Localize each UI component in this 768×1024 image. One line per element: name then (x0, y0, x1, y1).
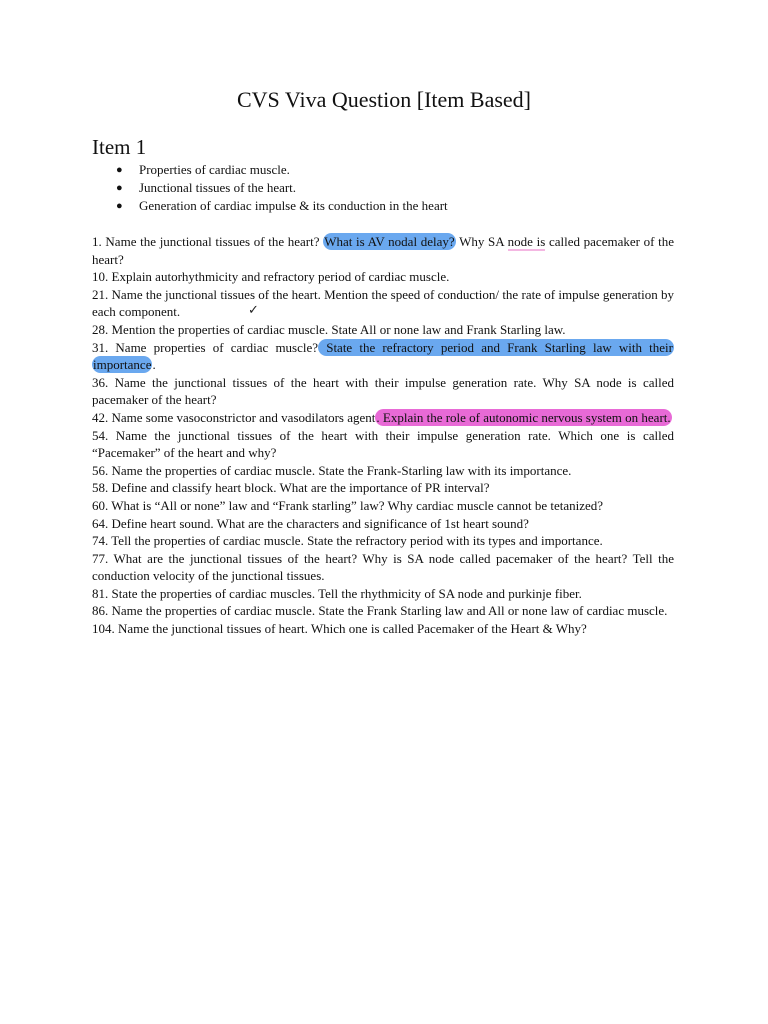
question-86: 86. Name the properties of cardiac muscle. State the Frank Starling law and All or none law of cardiac muscle. (92, 603, 668, 619)
question-36: 36. Name the junctional tissues of the heart with their impulse generation rate. Why SA node is called pacemaker of the heart? (92, 374, 674, 408)
question-64: 64. Define heart sound. What are the characters and significance of 1st heart sound? (92, 515, 529, 531)
list-item (116, 197, 448, 215)
question-list (92, 233, 674, 638)
topic-text: Junctional tissues of the heart. (139, 180, 297, 195)
question-104: 104. Name the junctional tissues of heart. Which one is called Pacemaker of the Heart & Why? (92, 621, 587, 637)
question-text: . (152, 357, 156, 373)
question-60: 60. What is “All or none” law and “Frank starling” law? Why cardiac muscle cannot be tetanized? (92, 497, 604, 513)
question-77: 77. What are the junctional tissues of the heart? Why is SA node called pacemaker of the heart? Tell the conduction velocity of the junctional tissues. (92, 550, 674, 584)
question-58: 58. Define and classify heart block. What are the importance of PR interval? (92, 480, 490, 496)
question-42 (92, 409, 674, 427)
question-81: 81. State the properties of cardiac muscles. Tell the rhythmicity of SA node and purkinje fiber. (92, 585, 582, 601)
question-28: 28. Mention the properties of cardiac muscle. State All or none law and Frank Starling law. (92, 321, 566, 337)
bullet-icon: ● (116, 200, 123, 212)
question-text: 1. Name the junctional tissues of the heart? (92, 234, 324, 249)
check-mark-icon: ✓ (248, 302, 259, 317)
topic-list (116, 161, 448, 215)
question-21: 21. Name the junctional tissues of the heart. Mention the speed of conduction/ the rate of impulse generation by each component. (92, 286, 674, 320)
question-text: Why SA (455, 234, 508, 249)
question-1 (92, 233, 674, 268)
question-56: 56. Name the properties of cardiac muscle. State the Frank-Starling law with its importance. (92, 462, 572, 478)
pink-underline-highlight: node is (507, 234, 546, 249)
question-text: called pacemaker of the heart? (92, 234, 674, 267)
blue-highlight: What is AV nodal delay? (324, 234, 455, 249)
list-item (116, 179, 448, 197)
section-heading: Item 1 (92, 135, 147, 159)
pink-highlight: . Explain the role of autonomic nervous system on heart. (376, 409, 671, 425)
question-74: 74. Tell the properties of cardiac muscle. State the refractory period with its types and importance. (92, 533, 603, 549)
question-54: 54. Name the junctional tissues of the heart with their impulse generation rate. Which one is called “Pacemaker” of the heart and why? (92, 427, 674, 461)
question-10: 10. Explain autorhythmicity and refractory period of cardiac muscle. (92, 269, 450, 285)
question-text: 42. Name some vasoconstrictor and vasodilators agent (92, 409, 376, 425)
blue-highlight: State the refractory period and Frank Starling law with their importance (93, 339, 673, 373)
topic-text: Properties of cardiac muscle. (139, 162, 290, 177)
list-item (116, 161, 448, 179)
question-31 (92, 339, 674, 374)
bullet-icon: ● (116, 182, 123, 194)
question-text: 31. Name properties of cardiac muscle? (92, 339, 319, 355)
bullet-icon: ● (116, 164, 123, 176)
document-title: CVS Viva Question [Item Based] (236, 87, 531, 112)
topic-text: Generation of cardiac impulse & its conduction in the heart (139, 198, 448, 213)
